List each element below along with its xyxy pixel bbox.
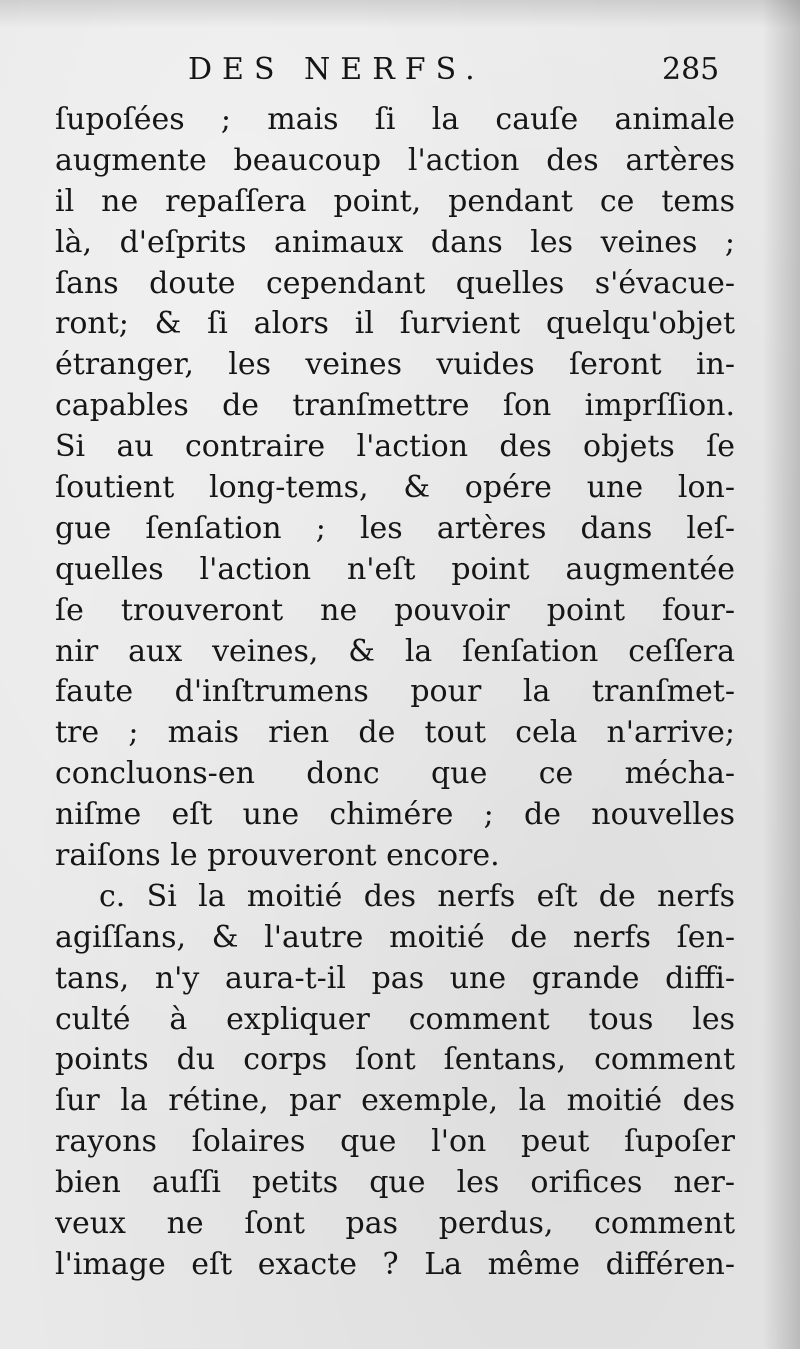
text-line: là, d'eſprits animaux dans les veines ; — [55, 224, 735, 260]
text-line: étranger, les veines vuides ſeront in- — [55, 347, 735, 383]
page-top-shadow — [0, 0, 800, 28]
page-number: 285 — [662, 52, 720, 87]
text-line: raiſons le prouveront encore. — [55, 838, 500, 874]
text-line: nir aux veines, & la ſenſation ceſſera — [55, 633, 735, 669]
text-line: Si au contraire l'action des objets ſe — [55, 429, 735, 465]
text-line: niſme eſt une chimére ; de nouvelles — [55, 797, 735, 833]
text-line: bien auſſi petits que les orifices ner- — [55, 1165, 735, 1201]
text-line: c. Si la moitié des nerfs eſt de nerfs — [99, 878, 735, 914]
text-line: faute d'inſtrumens pour la tranſmet- — [55, 674, 735, 710]
text-line: concluons-en donc que ce mécha- — [55, 756, 735, 792]
text-line: veux ne ſont pas perdus, comment — [55, 1206, 735, 1242]
text-line: tans, n'y aura-t-il pas une grande diffi- — [55, 960, 735, 996]
text-line: points du corps ſont ſentans, comment — [55, 1042, 735, 1078]
page-edge-shadow — [762, 0, 800, 1349]
text-line: augmente beaucoup l'action des artères — [55, 142, 735, 178]
text-line: ront; & ſi alors il ſurvient quelqu'objet — [55, 306, 735, 342]
text-line: ſans doute cependant quelles s'évacue- — [55, 265, 735, 301]
text-line: l'image eſt exacte ? La même différen- — [55, 1246, 735, 1282]
text-line: capables de tranſmettre ſon imprſſion. — [55, 388, 735, 424]
body-text — [55, 100, 735, 1286]
text-line: il ne repaſſera point, pendant ce tems — [55, 183, 735, 219]
text-line: quelles l'action n'eſt point augmentée — [55, 551, 735, 587]
text-line: ſupoſées ; mais ſi la cauſe animale — [55, 102, 735, 137]
text-line: rayons ſolaires que l'on peut ſupoſer — [55, 1124, 735, 1160]
text-line: agiſſans, & l'autre moitié de nerfs ſen- — [55, 919, 735, 955]
text-line: ſur la rétine, par exemple, la moitié des — [55, 1083, 735, 1119]
text-line: ſoutient long-tems, & opére une lon- — [55, 470, 735, 506]
text-line: ſe trouveront ne pouvoir point four- — [55, 592, 735, 628]
page-header — [0, 45, 800, 95]
running-title: DES NERFS. — [188, 52, 485, 87]
text-line: gue ſenſation ; les artères dans leſ- — [55, 510, 735, 546]
text-line: culté à expliquer comment tous les — [55, 1001, 735, 1037]
text-line: tre ; mais rien de tout cela n'arrive; — [55, 715, 735, 751]
